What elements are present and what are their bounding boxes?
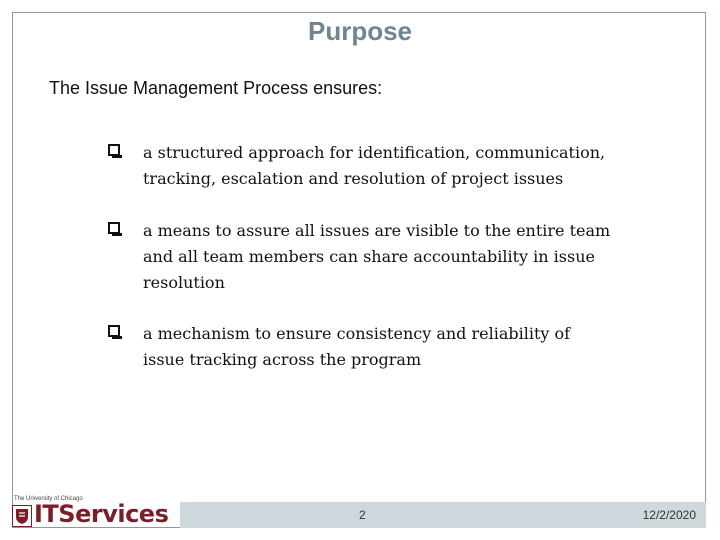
- bullet-text: a mechanism to ensure consistency and reliability of issue tracking across the program: [143, 324, 571, 369]
- bullet-text: a means to assure all issues are visible to the entire team and all team members can share accountability in issue resolution: [143, 221, 611, 292]
- shield-logo-icon: [12, 505, 32, 527]
- checkbox-bullet-icon: [108, 144, 120, 156]
- checkbox-bullet-icon: [108, 222, 120, 234]
- logo-text: ITServices: [34, 500, 169, 528]
- bullet-text: a structured approach for identification, communication, tracking, escalation and resolution of project issues: [143, 143, 606, 188]
- intro-text: The Issue Management Process ensures:: [49, 78, 383, 98]
- logo-university-text: The University of Chicago: [14, 496, 83, 502]
- page-number: 2: [359, 508, 366, 522]
- footer-bar: [180, 502, 706, 528]
- checkbox-bullet-icon: [108, 325, 120, 337]
- page-title: Purpose: [307, 16, 413, 46]
- footer-date: 12/2/2020: [642, 508, 696, 522]
